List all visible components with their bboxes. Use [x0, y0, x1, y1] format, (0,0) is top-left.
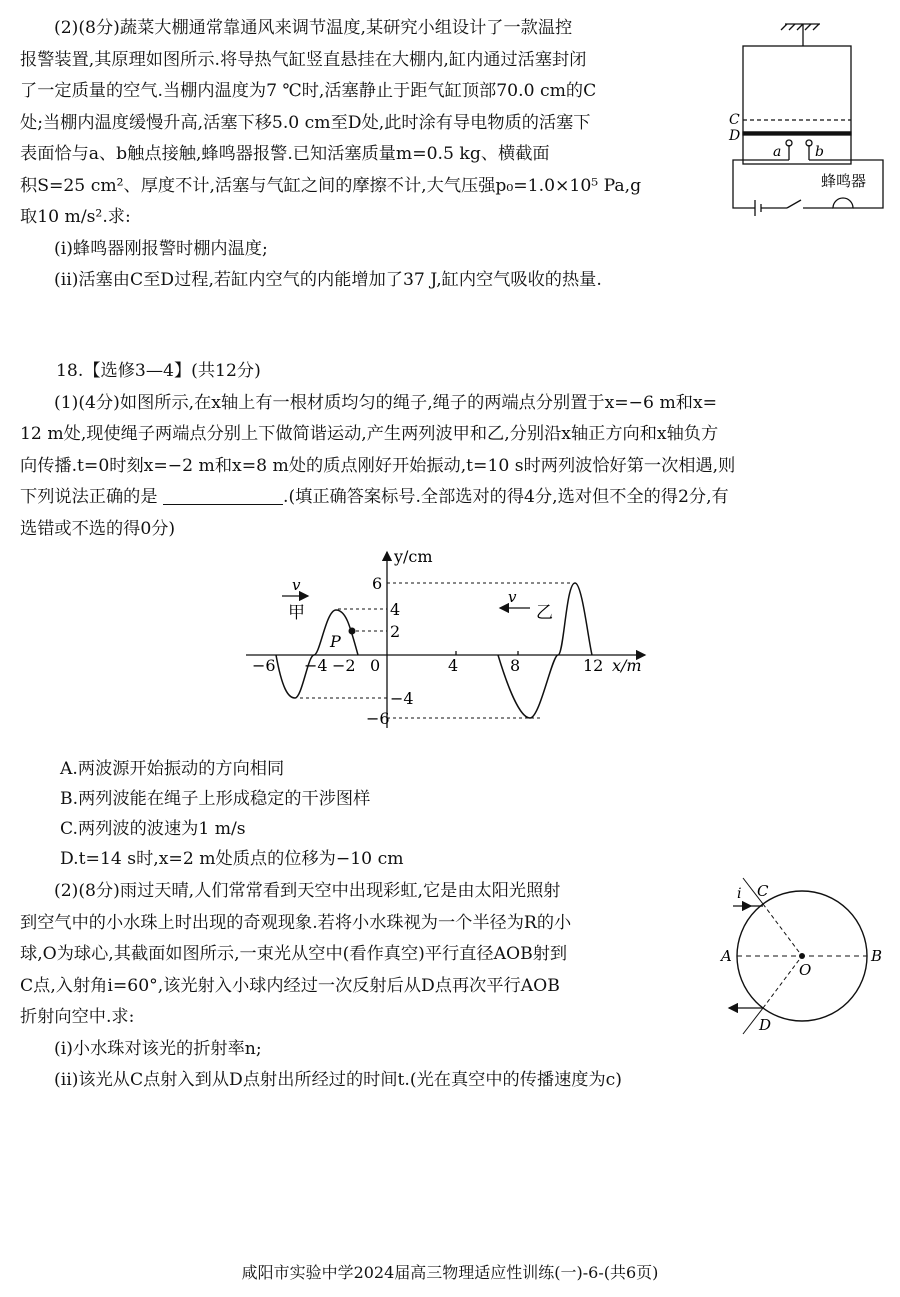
- x-tick-neg2: −2: [332, 656, 356, 675]
- q17-line: 积S=25 cm²、厚度不计,活塞与气缸之间的摩擦不计,大气压强p₀=1.0×10⁵ Pa,g: [20, 175, 642, 196]
- label-c: C: [757, 882, 769, 900]
- y-axis-label: y/cm: [394, 548, 433, 566]
- x-tick-12: 12: [583, 656, 604, 675]
- option-c: C.两列波的波速为1 m/s: [60, 819, 246, 839]
- option-d: D.t=14 s时,x=2 m处质点的位移为−10 cm: [60, 849, 404, 869]
- label-a: a: [773, 144, 782, 160]
- point-p: [349, 628, 356, 635]
- y-tick-4: 4: [390, 600, 401, 619]
- y-tick-neg4: −4: [390, 689, 414, 708]
- point-p-label: P: [330, 632, 341, 651]
- q18-line: 选错或不选的得0分): [20, 518, 176, 539]
- q17-sub-ii: (ii)活塞由C至D过程,若缸内空气的内能增加了37 J,缸内空气吸收的热量.: [54, 270, 602, 290]
- y-tick-neg6: −6: [366, 709, 390, 728]
- q17-sub-i: (i)蜂鸣器刚报警时棚内温度;: [54, 238, 268, 259]
- buzzer-label: 蜂鸣器: [821, 172, 867, 190]
- y-tick-2: 2: [390, 622, 401, 641]
- q17-line: 表面恰与a、b触点接触,蜂鸣器报警.已知活塞质量m=0.5 kg、横截面: [20, 144, 550, 164]
- dashed-guides: [300, 583, 573, 718]
- v-label-yi: v: [508, 588, 517, 606]
- page-footer: 咸阳市实验中学2024届高三物理适应性训练(一)-6-(共6页): [241, 1263, 659, 1282]
- q17-part2: [20, 13, 720, 297]
- q18-part2: [20, 876, 720, 1097]
- label-c: C: [729, 112, 740, 128]
- q18-line: (1)(4分)如图所示,在x轴上有一根材质均匀的绳子,绳子的两端点分别置于x=−6 m和x=: [54, 392, 718, 413]
- q18-options: [60, 754, 404, 874]
- q18-p2-line: (2)(8分)雨过天晴,人们常常看到天空中出现彩虹,它是由太阳光照射: [54, 881, 561, 901]
- q18-line: 向传播.t=0时刻x=−2 m和x=8 m处的质点刚好开始振动,t=10 s时两列波恰好第一次相遇,则: [20, 455, 736, 476]
- water-droplet-figure: [715, 876, 895, 1036]
- label-b: b: [815, 144, 824, 160]
- label-i: i: [737, 886, 742, 902]
- q18-part1: [20, 356, 890, 545]
- q17-line: 了一定质量的空气.当棚内温度为7 ℃时,活塞静止于距气缸顶部70.0 cm的C: [20, 81, 597, 101]
- y-tick-6: 6: [372, 574, 383, 593]
- y-ticks: [366, 574, 414, 728]
- q18-line: [20, 482, 890, 514]
- label-d: D: [759, 1016, 772, 1034]
- x-tick-8: 8: [510, 656, 521, 675]
- option-b: B.两列波能在绳子上形成稳定的干涉图样: [60, 789, 371, 809]
- x-tick-4: 4: [448, 656, 459, 675]
- x-tick-neg6: −6: [252, 656, 276, 675]
- label-d: D: [729, 128, 741, 144]
- q18-heading: 18.【选修3—4】(共12分): [56, 361, 261, 381]
- label-b: B: [871, 947, 883, 965]
- q17-line: 报警装置,其原理如图所示.将导热气缸竖直悬挂在大棚内,缸内通过活塞封闭: [20, 49, 587, 70]
- wave-figure: [240, 548, 680, 738]
- q18-p2-sub-i: (i)小水珠对该光的折射率n;: [54, 1038, 262, 1059]
- q17-line: 取10 m/s².求:: [20, 207, 131, 227]
- wave-jia: [276, 610, 358, 698]
- x-tick-neg4: −4: [304, 656, 328, 675]
- cylinder-alarm-figure: [725, 20, 895, 220]
- v-label-jia: v: [292, 576, 301, 594]
- q18-line4a: 下列说法正确的是: [20, 487, 158, 507]
- q17-line: 处;当棚内温度缓慢升高,活塞下移5.0 cm至D处,此时涂有导电物质的活塞下: [20, 112, 591, 133]
- q18-p2-line: 到空气中的小水珠上时出现的奇观现象.若将小水珠视为一个半径为R的小: [20, 912, 572, 933]
- option-a: A.两波源开始振动的方向相同: [60, 759, 285, 779]
- q18-p2-line: C点,入射角i=60°,该光射入小球内经过一次反射后从D点再次平行AOB: [20, 975, 560, 996]
- wave-jia-label: 甲: [288, 603, 305, 623]
- q18-p2-line: 球,O为球心,其截面如图所示,一束光从空中(看作真空)平行直径AOB射到: [20, 944, 568, 964]
- q18-line: 12 m处,现使绳子两端点分别上下做简谐运动,产生两列波甲和乙,分别沿x轴正方向和x轴负方: [20, 424, 719, 444]
- wave-yi-label: 乙: [536, 603, 553, 623]
- q17-line: (2)(8分)蔬菜大棚通常靠通风来调节温度,某研究小组设计了一款温控: [54, 18, 573, 38]
- label-a: A: [721, 947, 732, 965]
- q18-p2-line: 折射向空中.求:: [20, 1007, 135, 1027]
- q18-p2-sub-ii: (ii)该光从C点射入到从D点射出所经过的时间t.(光在真空中的传播速度为c): [54, 1070, 622, 1090]
- x-axis-label: x/m: [612, 656, 642, 675]
- x-tick-0: 0: [370, 656, 381, 675]
- answer-blank: [163, 486, 283, 505]
- q18-line4b: .(填正确答案标号.全部选对的得4分,选对但不全的得2分,有: [282, 487, 729, 507]
- label-o: O: [799, 961, 812, 979]
